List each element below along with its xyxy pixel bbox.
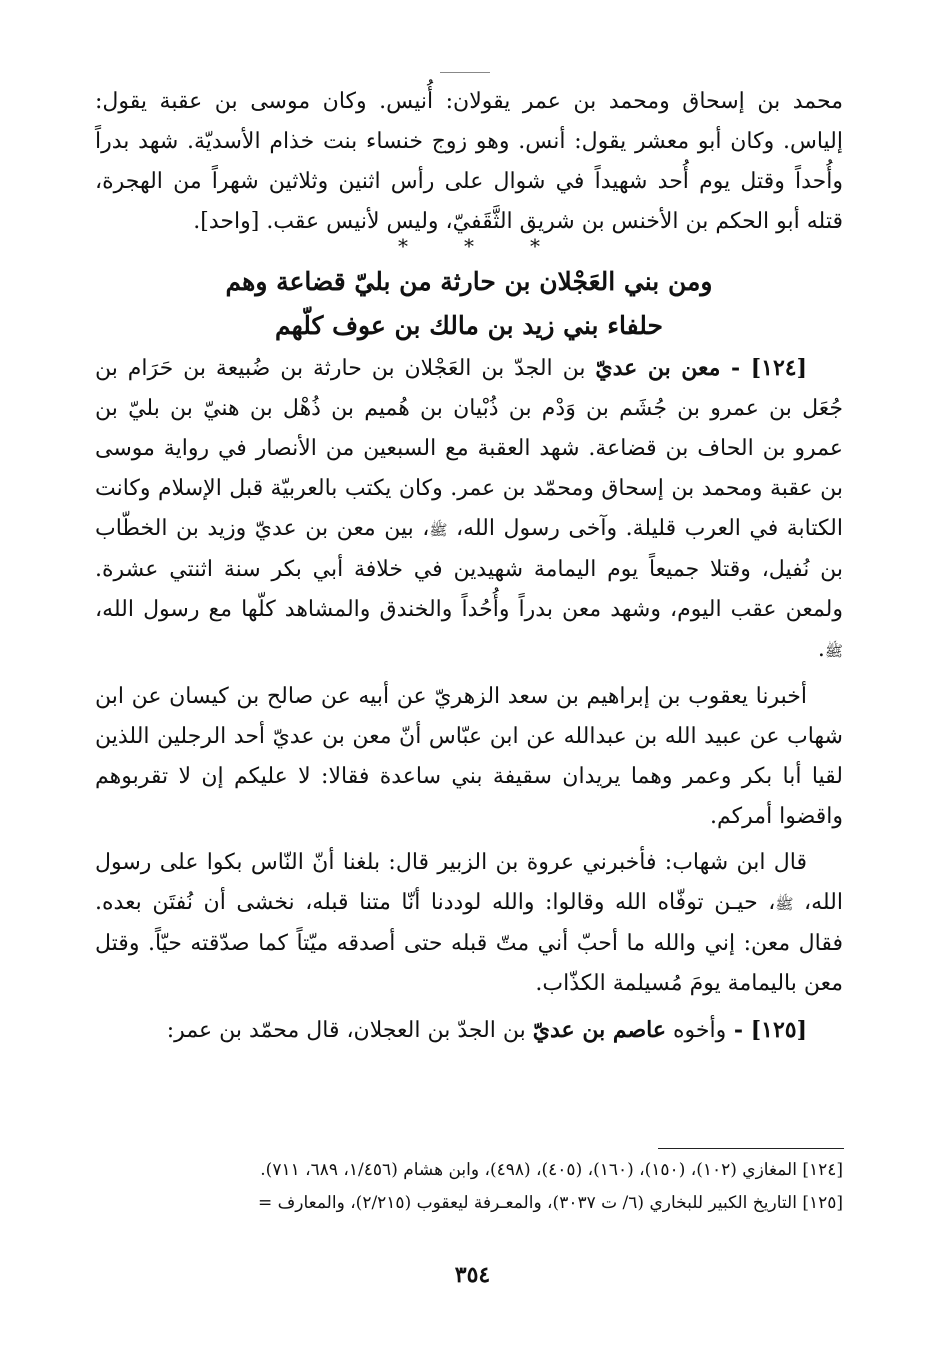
entry-dash: - — [720, 355, 751, 381]
entry-125 — [95, 1010, 843, 1051]
honorific-glyph: ﷺ — [824, 642, 843, 660]
page-number: ٣٥٤ — [454, 1262, 491, 1288]
footnote-125: [١٢٥] التاريخ الكبير للبخاري (٦/ ت ٣٠٣٧)، والمعـرفة ليعقوب (٢/٢١٥)، والمعارف = — [257, 1193, 843, 1213]
entry-name: عاصم بن عديّ — [532, 1017, 667, 1043]
footnote-rule — [658, 1148, 844, 1149]
intro-paragraph — [95, 82, 843, 242]
intro-line-3: وأُحداً وقتل يوم أُحد شهيداً في شوال على رأس اثنين وثلاثين شهراً من الهجرة، قتله — [95, 169, 843, 234]
honorific-glyph: ﷺ — [775, 895, 794, 913]
entry-text: بن الجدّ بن العجلان، قال محمّد بن عمر: — [166, 1018, 533, 1043]
urwa-text-1: قال ابن شهاب: فأخبرني عروة بن الزبير قال: بلغنا أنّ النّاس بكوا على رسول الله، — [95, 850, 843, 915]
entry-124 — [95, 348, 843, 671]
entry-number: [١٢٥] — [750, 1017, 807, 1043]
entry-name: معن بن عديّ — [595, 355, 721, 381]
intro-line-1: محمد بن إسحاق ومحمد بن عمر يقولان: أُنيس. وكان موسى بن عقبة يقول: — [95, 89, 843, 114]
main-text — [95, 82, 843, 1051]
footnote-124: [١٢٤] المغازي (١٠٢)، (١٥٠)، (١٦٠)، (٤٠٥)، (٤٩٨)، وابن هشام (١/٤٥٦، ٦٨٩، ٧١١). — [260, 1160, 843, 1180]
heading-line-1: ومن بني العَجْلان بن حارثة من بليّ قضاعة وهم — [225, 267, 713, 296]
urwa-paragraph — [95, 843, 843, 1004]
footnotes — [95, 1154, 843, 1220]
entry-number: [١٢٤] — [750, 355, 807, 381]
heading-line-2: حلفاء بني زيد بن مالك بن عوف كلّهم — [275, 311, 663, 340]
separator-star: * — [464, 234, 474, 258]
entry-text-2: ، بين معن بن عديّ وزيد بن الخطّاب بن نُفيل، وقتلا جميعاً يوم اليمامة شهيدين في خلافة أبي بكر سنة اثنتي عشرة. ولمعن عقب اليوم، وشهد معن بدراً وأُحُداً والخندق والمشاهد كلّها مع رسول الله، — [95, 516, 843, 622]
intro-line-4: أبو الحكم بن الأخنس بن شريق الثَّقَفيّ، وليس لأنيس عقب. [واحد]. — [193, 209, 800, 234]
separator-star: * — [530, 234, 540, 258]
urwa-text-2: ، حيـن توفّاه الله وقالوا: والله لوددنا أنّا متنا قبله، نخشى أن نُفتَن بعده. فقال معن: إني والله ما أحبّ أني متّ قبله حتى أصدقه ميّتاً كما صدّقته حيّاً. وقتل معن باليمامة يومَ مُسيلمة الكذّاب. — [95, 890, 844, 996]
honorific-glyph: ﷺ — [429, 521, 448, 539]
entry-text: بن الجدّ بن العَجْلان بن حارثة بن ضُبيعة بن حَرَام بن جُعَل بن عمرو بن جُشَم بن وَدْم بن ذُبْيان بن هُميم بن ذُهْل بن هنيّ بن بليّ بن عمرو بن الحاف بن قضاعة. شهد العقبة مع السبعين من الأنصار في رواية موسى بن عقبة ومحمد بن إسحاق ومحمّد بن عمر. وكان يكتب بالعربيّة قبل الإسلام وكانت الكتابة في العرب قليلة. وآخى رسول الله، — [95, 356, 843, 541]
top-rule — [440, 72, 490, 73]
entry-text-3: . — [817, 637, 825, 662]
zuhri-paragraph: أخبرنا يعقوب بن إبراهيم بن سعد الزهريّ عن أبيه عن صالح بن كيسان عن ابن شهاب عن عبيد الله بن عبدالله عن ابن عبّاس أنّ معن بن عديّ أحد الرجلين اللذين لقيا أبا بكر وعمر وهما يريدان سقيفة بني ساعدة فقالا: لا عليكم إن لا تقربوهم واقضوا أمركم. — [95, 684, 843, 829]
section-heading — [95, 260, 843, 348]
separator-star: * — [398, 234, 408, 258]
entry-prefix: وأخوه — [666, 1018, 727, 1043]
intro-line-2: إلياس. وكان أبو معشر يقول: أنس. وهو زوج خنساء بنت خذام الأسديّة. شهد بدراً — [95, 129, 843, 154]
entry-dash: - — [726, 1017, 751, 1043]
